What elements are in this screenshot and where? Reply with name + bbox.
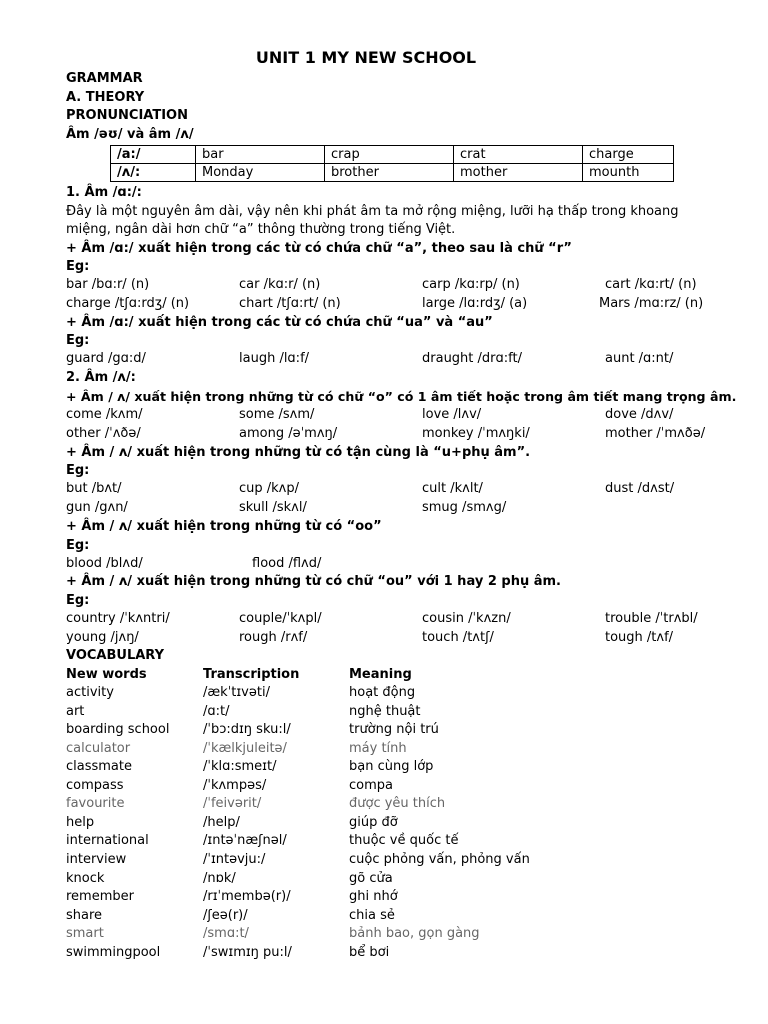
vocabulary-row (66, 740, 626, 758)
example-row (66, 480, 726, 498)
section2-rule4: + Âm / ʌ/ xuất hiện trong những từ có chữ “ou” với 1 hay 2 phụ âm. (66, 574, 561, 589)
vocabulary-row (66, 870, 626, 888)
vocabulary-row (66, 851, 626, 869)
vocabulary-word: boarding school (66, 722, 170, 738)
table-cell: mounth (583, 164, 674, 182)
vocabulary-row (66, 832, 626, 850)
example-word: cousin /ˈkʌzn/ (422, 611, 511, 626)
table-cell: crat (454, 146, 583, 164)
vocabulary-mean: nghệ thuật (349, 703, 421, 719)
page-title: UNIT 1 MY NEW SCHOOL (255, 48, 477, 67)
example-word: love /lʌv/ (422, 407, 482, 422)
table-cell: charge (583, 146, 674, 164)
vocabulary-trans: /ˈɪntəvju:/ (203, 851, 266, 867)
vocabulary-trans: /nɒk/ (203, 870, 236, 886)
example-row (66, 425, 726, 443)
vocabulary-row (66, 925, 626, 943)
example-word: couple/ˈkʌpl/ (239, 611, 322, 626)
example-row (66, 499, 726, 517)
table-cell: Monday (196, 164, 325, 182)
vocabulary-word: interview (66, 851, 127, 867)
example-word: tough /tʌf/ (605, 630, 674, 645)
vocabulary-word: calculator (66, 740, 131, 756)
section2-heading: 2. Âm /ʌ/: (66, 370, 136, 385)
vocabulary-word: compass (66, 777, 124, 793)
example-word: come /kʌm/ (66, 407, 143, 422)
example-word: skull /skʌl/ (239, 500, 307, 515)
pronunciation-heading: PRONUNCIATION (66, 108, 188, 123)
vocabulary-header-row (66, 666, 626, 684)
sound-heading: Âm /əʊ/ và âm /ʌ/ (66, 127, 194, 142)
vocabulary-mean: thuộc về quốc tế (349, 833, 459, 849)
example-word: young /jʌŋ/ (66, 630, 139, 645)
example-word: bar /bɑ:r/ (n) (66, 277, 150, 292)
vocabulary-row (66, 703, 626, 721)
eg-label: Eg: (66, 463, 90, 478)
table-cell: brother (325, 164, 454, 182)
vocabulary-mean: hoạt động (349, 685, 416, 700)
example-word: laugh /lɑ:f/ (239, 351, 310, 366)
example-word: smug /smʌg/ (422, 500, 507, 515)
eg-label: Eg: (66, 538, 90, 553)
example-word: cup /kʌp/ (239, 481, 300, 496)
example-row (66, 555, 726, 573)
vocabulary-word: smart (66, 926, 104, 942)
example-word: carp /kɑ:rp/ (n) (422, 277, 520, 292)
example-word: but /bʌt/ (66, 481, 122, 496)
example-word: draught /drɑ:ft/ (422, 351, 522, 366)
theory-heading: A. THEORY (66, 90, 145, 105)
eg-label: Eg: (66, 333, 90, 348)
vocabulary-heading: VOCABULARY (66, 648, 165, 663)
section2-rule1: + Âm / ʌ/ xuất hiện trong những từ có chữ “o” có 1 âm tiết hoặc trong âm tiết mang trọng âm. (66, 389, 737, 404)
example-word: trouble /ˈtrʌbl/ (605, 611, 698, 626)
example-word: other /ˈʌðə/ (66, 426, 141, 441)
example-word: dove /dʌv/ (605, 407, 674, 422)
section1-desc-line1: Đây là một nguyên âm dài, vậy nên khi phát âm ta mở rộng miệng, lưỡi hạ thấp trong khoang (66, 204, 679, 219)
vocabulary-mean: ghi nhớ (349, 889, 398, 905)
vocabulary-trans: /ˈswɪmɪŋ pu:l/ (203, 944, 292, 960)
vocabulary-row (66, 758, 626, 776)
vocabulary-row (66, 907, 626, 925)
vocabulary-word: knock (66, 870, 105, 886)
vocabulary-mean: máy tính (349, 740, 407, 756)
example-word: car /kɑ:r/ (n) (239, 277, 321, 292)
table-cell: /a:/ (111, 146, 196, 164)
example-word: mother /ˈmʌðə/ (605, 426, 706, 441)
pronunciation-table (110, 145, 674, 182)
example-word: cart /kɑ:rt/ (n) (605, 277, 697, 292)
section1-rule2: + Âm /ɑ:/ xuất hiện trong các từ có chứa chữ “ua” và “au” (66, 315, 493, 330)
vocabulary-trans: /ˈkʌmpəs/ (203, 777, 267, 793)
table-cell: /ʌ/: (111, 164, 196, 182)
example-row (66, 295, 726, 313)
vocabulary-word: activity (66, 685, 114, 700)
table-row (111, 164, 674, 182)
vocabulary-mean: chia sẻ (349, 907, 395, 923)
example-word: cult /kʌlt/ (422, 481, 483, 496)
vocabulary-word: remember (66, 889, 134, 905)
eg-label: Eg: (66, 259, 90, 274)
example-word: among /əˈmʌŋ/ (239, 426, 338, 441)
vocabulary-trans: /ˈfeivərit/ (203, 796, 262, 812)
vocabulary-word: favourite (66, 796, 125, 812)
table-row (111, 146, 674, 164)
example-word: blood /blʌd/ (66, 556, 143, 571)
vocabulary-trans: /ʃeə(r)/ (203, 907, 248, 923)
vocabulary-trans: /rɪˈmembə(r)/ (203, 889, 291, 905)
vocabulary-row (66, 721, 626, 739)
vocabulary-row (66, 777, 626, 795)
example-row (66, 350, 726, 368)
column-header: Meaning (349, 667, 412, 682)
example-word: chart /tʃɑ:rt/ (n) (239, 296, 341, 311)
vocabulary-mean: giúp đỡ (349, 814, 398, 830)
example-word: some /sʌm/ (239, 407, 315, 422)
vocabulary-mean: bảnh bao, gọn gàng (349, 926, 480, 942)
vocabulary-trans: /help/ (203, 814, 240, 830)
table-cell: mother (454, 164, 583, 182)
example-word: dust /dʌst/ (605, 481, 675, 496)
table-cell: crap (325, 146, 454, 164)
example-word: touch /tʌtʃ/ (422, 630, 494, 645)
vocabulary-mean: trường nội trú (349, 722, 439, 738)
example-word: monkey /ˈmʌŋki/ (422, 426, 530, 441)
vocabulary-word: international (66, 833, 149, 849)
example-row (66, 610, 726, 628)
table-cell: bar (196, 146, 325, 164)
example-row (66, 629, 726, 647)
vocabulary-trans: /ˈbɔ:dɪŋ sku:l/ (203, 722, 291, 738)
vocabulary-row (66, 814, 626, 832)
example-word: country /ˈkʌntri/ (66, 611, 170, 626)
vocabulary-mean: bạn cùng lớp (349, 759, 434, 775)
vocabulary-row (66, 944, 626, 962)
example-word: large /lɑ:rdʒ/ (a) (422, 296, 528, 311)
vocabulary-row (66, 888, 626, 906)
vocabulary-trans: /ækˈtɪvəti/ (203, 685, 270, 700)
vocabulary-mean: được yêu thích (349, 796, 446, 812)
vocabulary-word: swimmingpool (66, 944, 161, 960)
example-row (66, 276, 726, 294)
vocabulary-word: help (66, 814, 95, 830)
example-word: gun /gʌn/ (66, 500, 128, 515)
vocabulary-word: art (66, 703, 85, 719)
vocabulary-trans: /ɑ:t/ (203, 703, 230, 719)
vocabulary-trans: /ɪntəˈnæʃnəl/ (203, 833, 287, 849)
column-header: New words (66, 667, 147, 682)
vocabulary-trans: /smɑ:t/ (203, 926, 249, 942)
section1-heading: 1. Âm /ɑ:/: (66, 185, 142, 200)
example-word: charge /tʃɑ:rdʒ/ (n) (66, 296, 190, 311)
section1-desc-line2: miệng, ngân dài hơn chữ “a” thông thường trong tiếng Việt. (66, 222, 456, 237)
vocabulary-word: share (66, 907, 103, 923)
vocabulary-mean: bể bơi (349, 944, 390, 960)
example-row (66, 406, 726, 424)
section2-rule3: + Âm / ʌ/ xuất hiện trong những từ có “oo” (66, 519, 382, 534)
grammar-heading: GRAMMAR (66, 71, 143, 86)
vocabulary-trans: /ˈklɑ:smeɪt/ (203, 759, 277, 775)
vocabulary-mean: gõ cửa (349, 870, 393, 886)
column-header: Transcription (203, 667, 300, 682)
vocabulary-word: classmate (66, 759, 132, 775)
example-word: aunt /ɑ:nt/ (605, 351, 674, 366)
vocabulary-mean: cuộc phỏng vấn, phỏng vấn (349, 851, 530, 867)
vocabulary-row (66, 684, 626, 702)
vocabulary-row (66, 795, 626, 813)
vocabulary-mean: compa (349, 777, 393, 793)
vocabulary-trans: /ˈkælkjuleitə/ (203, 740, 287, 756)
example-word: flood /flʌd/ (252, 556, 322, 571)
example-word: rough /rʌf/ (239, 630, 308, 645)
example-word: Mars /mɑ:rz/ (n) (599, 296, 704, 311)
example-word: guard /gɑ:d/ (66, 351, 146, 366)
section2-rule2: + Âm / ʌ/ xuất hiện trong những từ có tận cùng là “u+phụ âm”. (66, 445, 531, 460)
section1-rule1: + Âm /ɑ:/ xuất hiện trong các từ có chứa chữ “a”, theo sau là chữ “r” (66, 241, 572, 256)
eg-label: Eg: (66, 593, 90, 608)
